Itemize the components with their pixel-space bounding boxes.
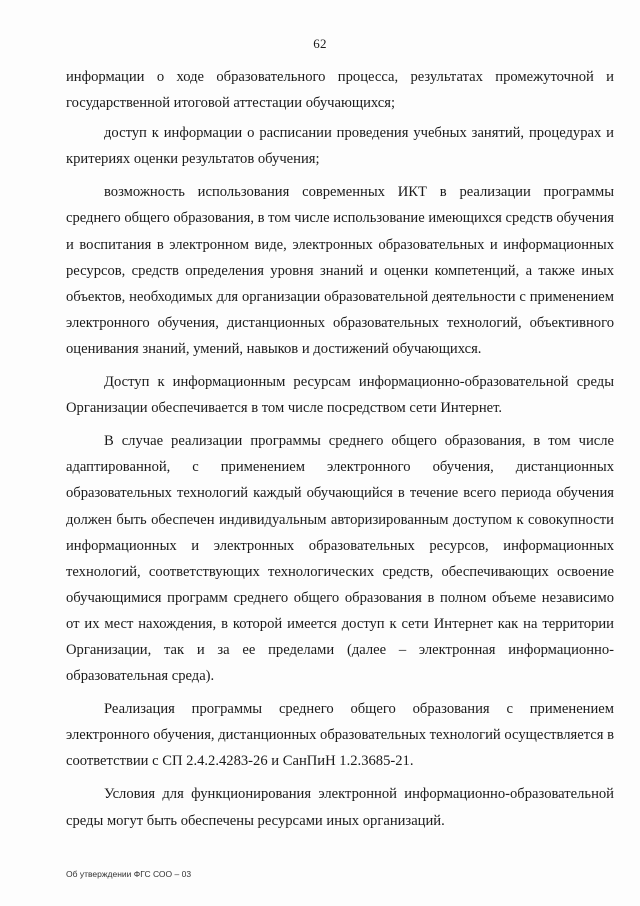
page-footer: Об утверждении ФГС СОО – 03: [66, 869, 192, 879]
paragraph-progress-info: информации о ходе образовательного процесса, результатах промежуточной и государственной итоговой аттестации обучающихся;: [66, 69, 614, 112]
paragraph-internet-access: Доступ к информационным ресурсам информационно-образовательной среды Организации обеспечивается в том числе посредством сети Интернет.: [66, 374, 614, 417]
document-body: [66, 64, 614, 838]
paragraph-other-organizations: Условия для функционирования электронной информационно-образовательной среды могут быть обеспечены ресурсами иных организаций.: [66, 786, 614, 829]
paragraph-distance-learning: В случае реализации программы среднего общего образования, в том числе адаптированной, с применением электронного обучения, дистанционных образовательных технологий каждый обучающийся в течение всего периода обучения должен быть обеспечен индивидуальным авторизированным доступом к совокупности информационных и электронных образовательных ресурсов, информационных технологий, соответствующих технологических средств, обеспечивающих освоение обучающимися программ среднего общего образования в полном объеме независимо от их мест нахождения, в которой имеется доступ к сети Интернет как на территории Организации, так и за ее пределами (далее – электронная информационно-образовательная среда).: [66, 433, 614, 685]
paragraph-sanitary-rules: Реализация программы среднего общего образования с применением электронного обучения, дистанционных образовательных технологий осуществляется в соответствии с СП 2.4.2.4283-26 и СанПиН 1.2.3685-21.: [66, 701, 615, 770]
paragraph-ict-usage: возможность использования современных ИКТ в реализации программы среднего общего образования, в том числе использование имеющихся средств обучения и воспитания в электронном виде, электронных образовательных и информационных ресурсов, средств определения уровня знаний и оценки компетенций, а также иных объектов, необходимых для организации образовательной деятельности с применением электронного обучения, дистанционных образовательных технологий, объективного оценивания знаний, умений, навыков и достижений обучающихся.: [66, 184, 614, 357]
paragraph-schedule-access: доступ к информации о расписании проведения учебных занятий, процедурах и критериях оценки результатов обучения;: [66, 125, 614, 168]
page-number: 62: [313, 36, 327, 51]
